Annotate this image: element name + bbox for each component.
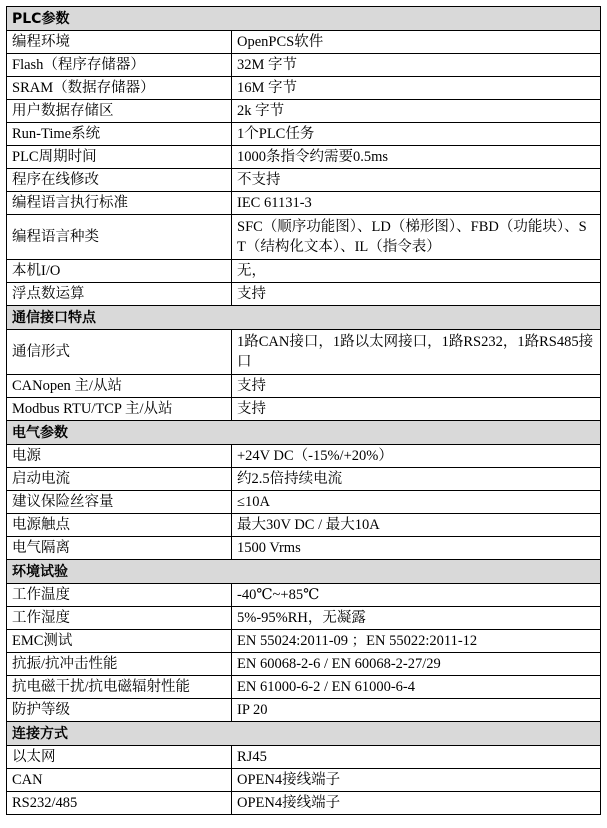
spec-table — [6, 6, 601, 815]
row-label: 防护等级 — [7, 699, 232, 722]
row-label: 浮点数运算 — [7, 283, 232, 306]
row-label: RS232/485 — [7, 792, 232, 815]
row-value: 支持 — [232, 398, 601, 421]
row-value: 最大30V DC / 最大10A — [232, 514, 601, 537]
row-label: 建议保险丝容量 — [7, 491, 232, 514]
table-row — [7, 514, 601, 537]
row-label: 用户数据存储区 — [7, 100, 232, 123]
table-row — [7, 375, 601, 398]
table-row — [7, 100, 601, 123]
row-label: PLC周期时间 — [7, 146, 232, 169]
row-label: 本机I/O — [7, 260, 232, 283]
row-value: OPEN4接线端子 — [232, 792, 601, 815]
row-label: CAN — [7, 769, 232, 792]
row-value: 5%-95%RH，无凝露 — [232, 607, 601, 630]
row-label: 启动电流 — [7, 468, 232, 491]
row-label: CANopen 主/从站 — [7, 375, 232, 398]
row-value: +24V DC（-15%/+20%） — [232, 445, 601, 468]
row-value: 1000条指令约需要0.5ms — [232, 146, 601, 169]
row-value: 无， — [232, 260, 601, 283]
section-header-row — [7, 7, 601, 31]
row-value: -40℃~+85℃ — [232, 584, 601, 607]
table-row — [7, 537, 601, 560]
row-value: ≤10A — [232, 491, 601, 514]
row-value: 1路CAN接口，1路以太网接口，1路RS232，1路RS485接口 — [232, 330, 601, 375]
row-value: IEC 61131-3 — [232, 192, 601, 215]
table-row — [7, 330, 601, 375]
row-value: RJ45 — [232, 746, 601, 769]
row-label: SRAM（数据存储器） — [7, 77, 232, 100]
section-title: 电气参数 — [7, 421, 601, 445]
table-row — [7, 215, 601, 260]
section-header-row — [7, 421, 601, 445]
row-label: 编程环境 — [7, 31, 232, 54]
table-row — [7, 31, 601, 54]
row-value: IP 20 — [232, 699, 601, 722]
row-value: 1个PLC任务 — [232, 123, 601, 146]
table-row — [7, 468, 601, 491]
table-row — [7, 584, 601, 607]
table-row — [7, 746, 601, 769]
row-value: 约2.5倍持续电流 — [232, 468, 601, 491]
section-title: 通信接口特点 — [7, 306, 601, 330]
table-row — [7, 769, 601, 792]
table-row — [7, 54, 601, 77]
row-value: SFC（顺序功能图）、LD（梯形图）、FBD（功能块）、ST（结构化文本）、IL（指令表） — [232, 215, 601, 260]
row-value: 2k 字节 — [232, 100, 601, 123]
section-title: PLC参数 — [7, 7, 601, 31]
row-label: Run-Time系统 — [7, 123, 232, 146]
row-value: 1500 Vrms — [232, 537, 601, 560]
spec-table-container — [6, 6, 600, 815]
table-row — [7, 445, 601, 468]
row-label: 电源触点 — [7, 514, 232, 537]
table-row — [7, 699, 601, 722]
table-row — [7, 792, 601, 815]
row-label: Modbus RTU/TCP 主/从站 — [7, 398, 232, 421]
table-row — [7, 77, 601, 100]
section-title: 环境试验 — [7, 560, 601, 584]
row-value: 支持 — [232, 375, 601, 398]
section-header-row — [7, 722, 601, 746]
row-label: 以太网 — [7, 746, 232, 769]
row-value: EN 55024:2011-09 ；EN 55022:2011-12 — [232, 630, 601, 653]
table-row — [7, 607, 601, 630]
row-label: 编程语言种类 — [7, 215, 232, 260]
row-label: 通信形式 — [7, 330, 232, 375]
section-header-row — [7, 560, 601, 584]
row-value: 32M 字节 — [232, 54, 601, 77]
row-value: OPEN4接线端子 — [232, 769, 601, 792]
spec-table-body — [7, 7, 601, 815]
table-row — [7, 146, 601, 169]
table-row — [7, 123, 601, 146]
table-row — [7, 169, 601, 192]
table-row — [7, 491, 601, 514]
row-label: 工作温度 — [7, 584, 232, 607]
row-label: 抗振/抗冲击性能 — [7, 653, 232, 676]
table-row — [7, 260, 601, 283]
row-label: 编程语言执行标准 — [7, 192, 232, 215]
table-row — [7, 676, 601, 699]
row-value: 不支持 — [232, 169, 601, 192]
row-label: 工作湿度 — [7, 607, 232, 630]
table-row — [7, 653, 601, 676]
table-row — [7, 283, 601, 306]
table-row — [7, 398, 601, 421]
section-title: 连接方式 — [7, 722, 601, 746]
row-value: 支持 — [232, 283, 601, 306]
row-label: 电气隔离 — [7, 537, 232, 560]
row-label: 程序在线修改 — [7, 169, 232, 192]
row-label: Flash（程序存储器） — [7, 54, 232, 77]
row-value: EN 61000-6-2 / EN 61000-6-4 — [232, 676, 601, 699]
row-value: EN 60068-2-6 / EN 60068-2-27/29 — [232, 653, 601, 676]
section-header-row — [7, 306, 601, 330]
table-row — [7, 192, 601, 215]
row-label: EMC测试 — [7, 630, 232, 653]
row-label: 电源 — [7, 445, 232, 468]
row-label: 抗电磁干扰/抗电磁辐射性能 — [7, 676, 232, 699]
table-row — [7, 630, 601, 653]
row-value: OpenPCS软件 — [232, 31, 601, 54]
row-value: 16M 字节 — [232, 77, 601, 100]
